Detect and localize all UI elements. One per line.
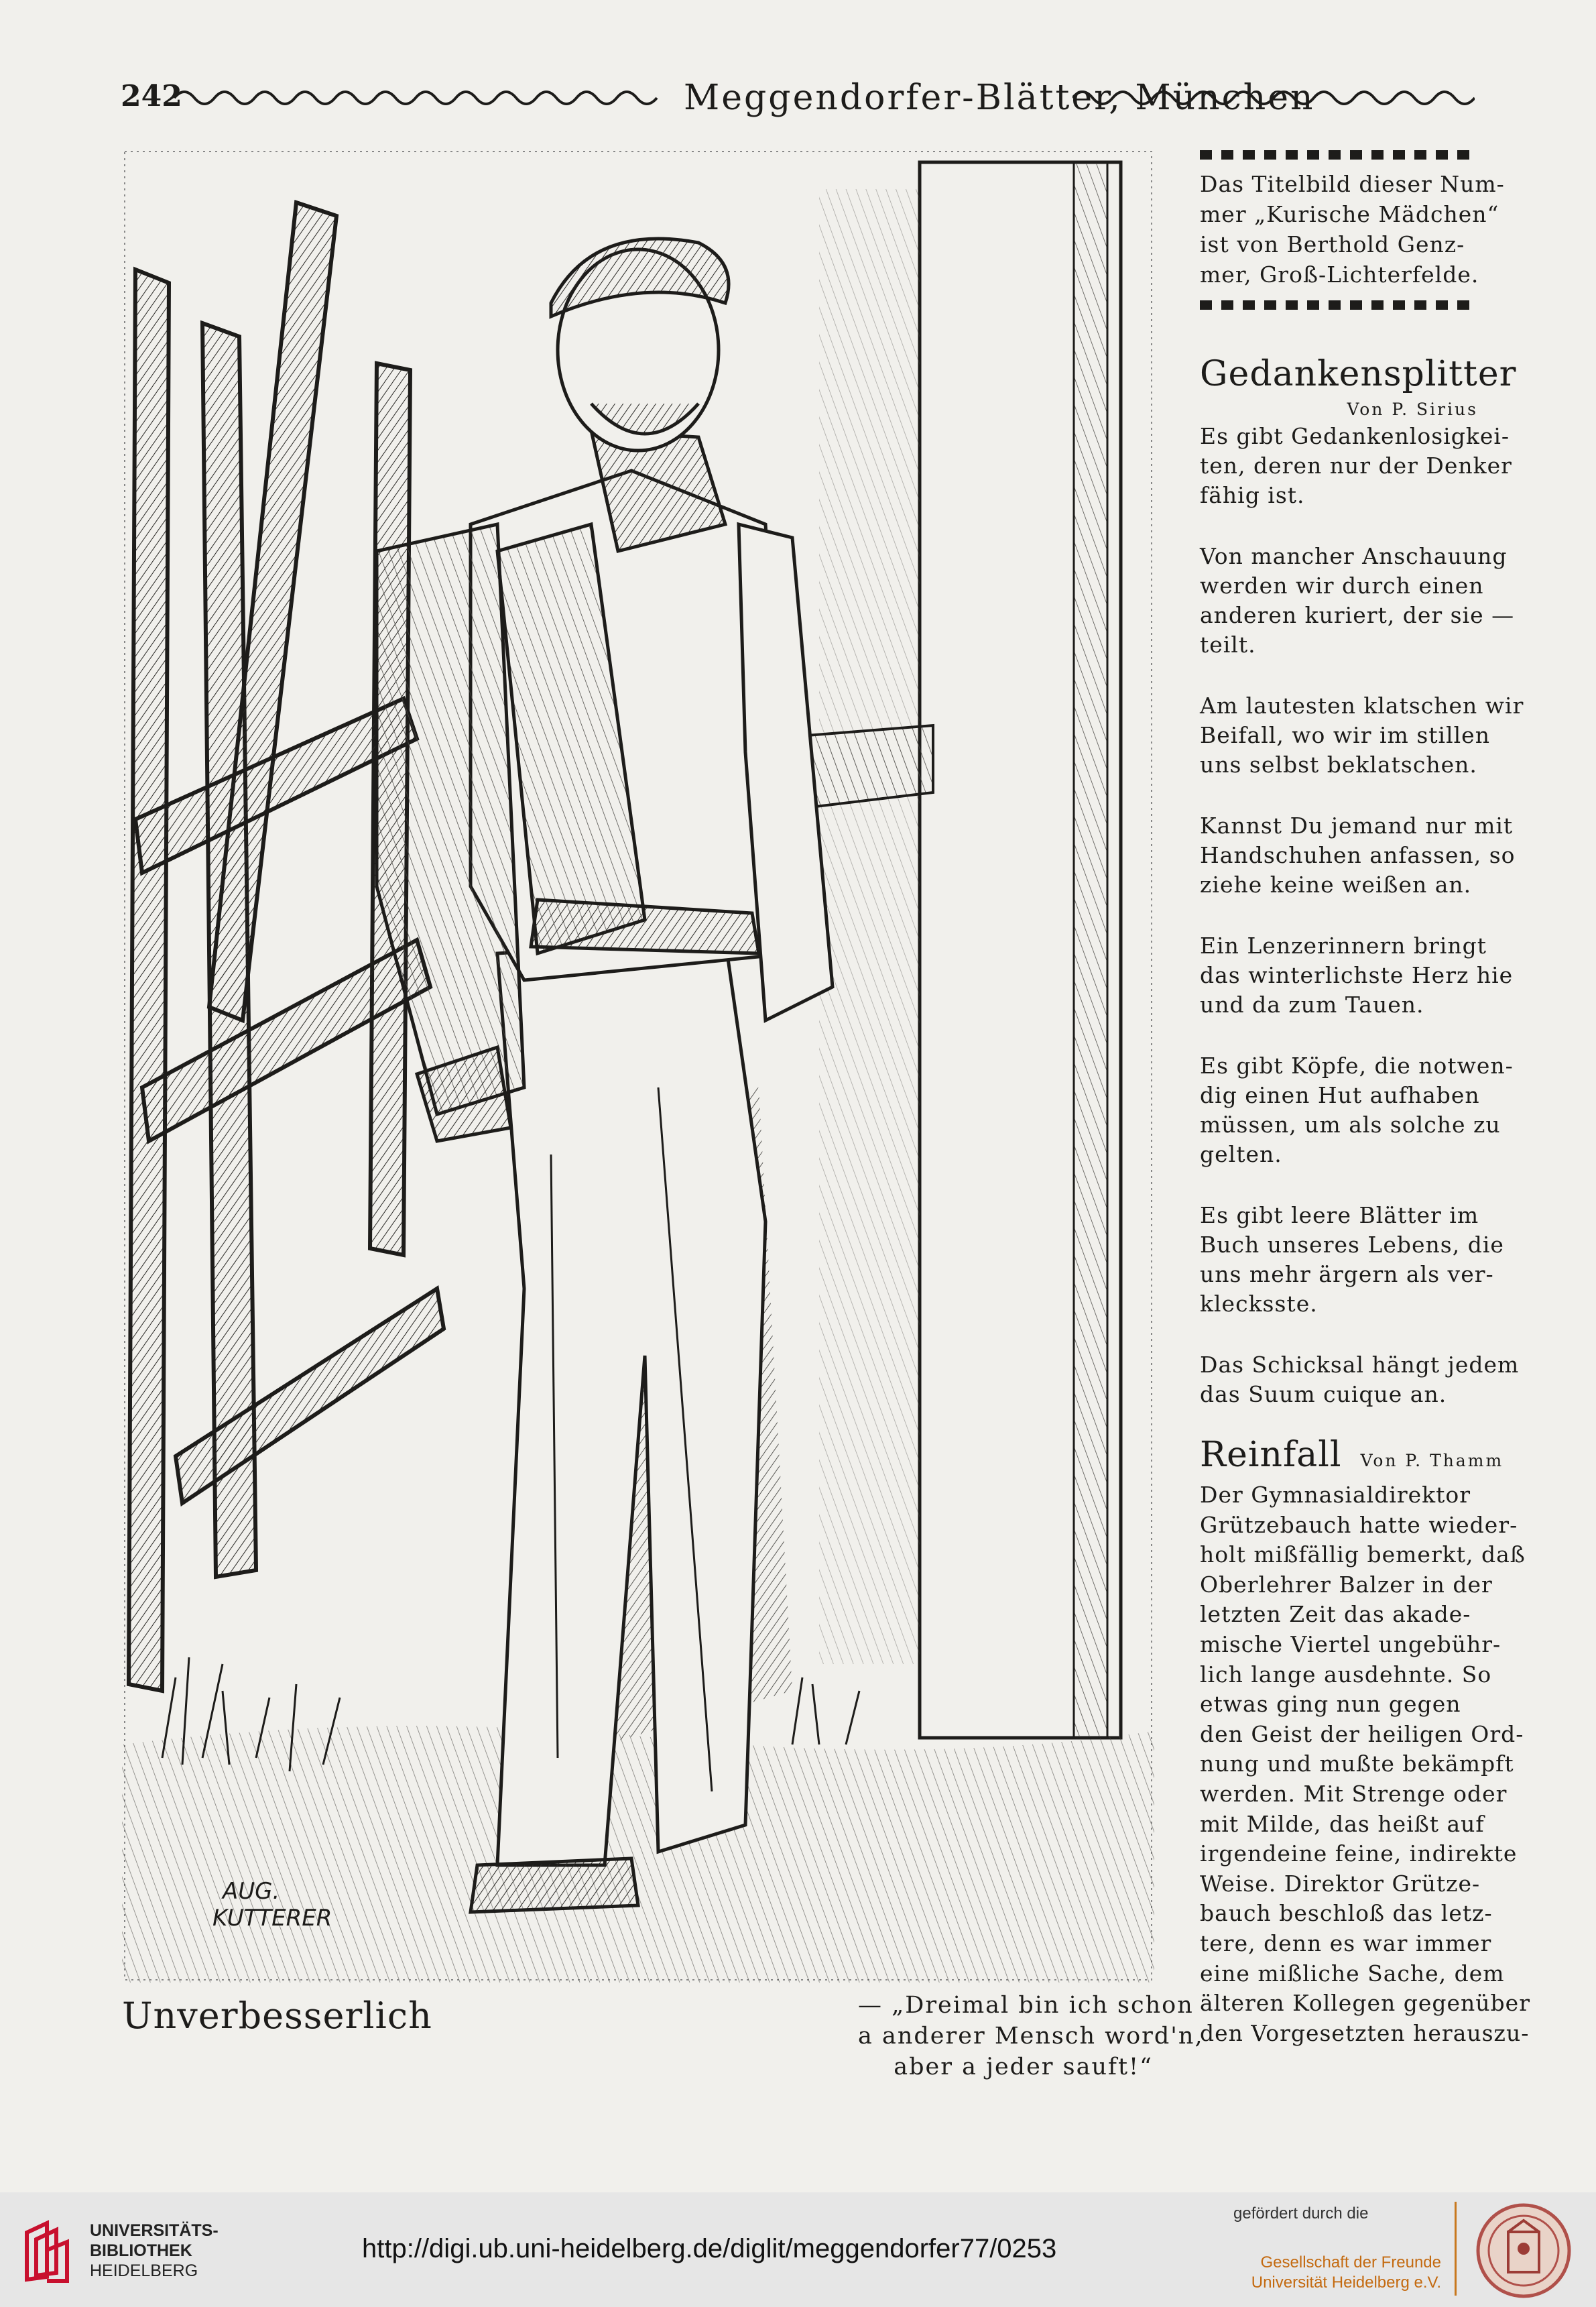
aphorism: Es gibt Gedankenlosigkei- ten, deren nur der Denker fähig ist. xyxy=(1200,423,1512,508)
page-number: 242 xyxy=(121,79,182,113)
right-ornament xyxy=(1072,84,1475,111)
reinfall-title: Reinfall xyxy=(1200,1435,1342,1475)
dotted-rule-bottom xyxy=(1200,299,1478,311)
illustration-title: Unverbesserlich xyxy=(122,1995,432,2037)
society-name: Gesellschaft der Freunde Universität Heidelberg e.V. xyxy=(1251,2253,1441,2292)
university-library-logo-icon xyxy=(20,2219,74,2284)
svg-text:KUTTERER: KUTTERER xyxy=(212,1905,332,1932)
svg-text:AUG.: AUG. xyxy=(223,1878,280,1905)
source-url-link[interactable]: http://digi.ub.uni-heidelberg.de/diglit/meggendorfer77/0253 xyxy=(362,2234,1057,2263)
quote-line: a anderer Mensch word'n, xyxy=(858,2023,1204,2050)
magazine-title: Meggendorfer-Blätter, München xyxy=(684,78,1315,118)
footer-bar xyxy=(0,2192,1596,2307)
aphorism: Es gibt Köpfe, die notwen- dig einen Hut aufhaben müssen, um als solche zu gelten. xyxy=(1200,1053,1514,1167)
title-image-notice: Das Titelbild dieser Num- mer „Kurische Mädchen“ ist von Berthold Genz- mer, Groß-Lichterfelde. xyxy=(1200,171,1505,288)
left-ornament xyxy=(174,84,670,111)
aphorism: Es gibt leere Blätter im Buch unseres Lebens, die uns mehr ärgern als ver- klecksste. xyxy=(1200,1202,1504,1317)
aphorism: Das Schicksal hängt jedem das Suum cuique an. xyxy=(1200,1352,1520,1407)
gedankensplitter-heading: Gedankensplitter xyxy=(1200,354,1517,394)
reinfall-byline: Von P. Thamm xyxy=(1360,1451,1504,1470)
society-seal-icon xyxy=(1475,2202,1573,2300)
funded-by-label: gefördert durch die xyxy=(1233,2204,1369,2223)
illustration-man-leaning-on-fence xyxy=(122,149,1154,1983)
ground xyxy=(122,1726,1154,1983)
quote-line: aber a jeder sauft!“ xyxy=(894,2054,1153,2080)
reinfall-story: Der Gymnasialdirektor Grützebauch hatte wieder- holt mißfällig bemerkt, daß Oberlehrer Balzer in der letzten Zeit das akade- mische Viertel ungebühr- lich lange ausdehnte. So etwas ging nun gegen den Geist der heiligen Ord- nung und mußte bekämpft werden. Mit Strenge oder mit Milde, das heißt auf irgendeine feine, indirekte Weise. Direktor Grütze- bauch beschloß das letz- tere, denn es war immer eine mißliche Sache, dem älteren Kollegen gegenüber den Vorgesetzten herauszu- xyxy=(1200,1482,1530,2046)
aphorism: Am lautesten klatschen wir Beifall, wo wir im stillen uns selbst beklatschen. xyxy=(1200,693,1524,778)
footer-divider xyxy=(1455,2202,1457,2296)
aphorism: Ein Lenzerinnern bringt das winterlichste Herz hie und da zum Tauen. xyxy=(1200,933,1514,1018)
illustration-quote xyxy=(858,1990,1204,2082)
running-head xyxy=(121,75,1475,122)
aphorism: Von mancher Anschauung werden wir durch einen anderen kuriert, der sie — teilt. xyxy=(1200,543,1515,658)
gedankensplitter-byline: Von P. Sirius xyxy=(1347,400,1478,419)
dotted-rule-top xyxy=(1200,149,1478,161)
aphorism: Kannst Du jemand nur mit Handschuhen anfassen, so ziehe keine weißen an. xyxy=(1200,813,1516,898)
quote-line: — „Dreimal bin ich schon xyxy=(858,1992,1194,2019)
reinfall-heading xyxy=(1200,1435,1504,1475)
right-column xyxy=(1200,149,1530,2048)
library-name: UNIVERSITÄTS- BIBLIOTHEK HEIDELBERG xyxy=(90,2221,219,2280)
